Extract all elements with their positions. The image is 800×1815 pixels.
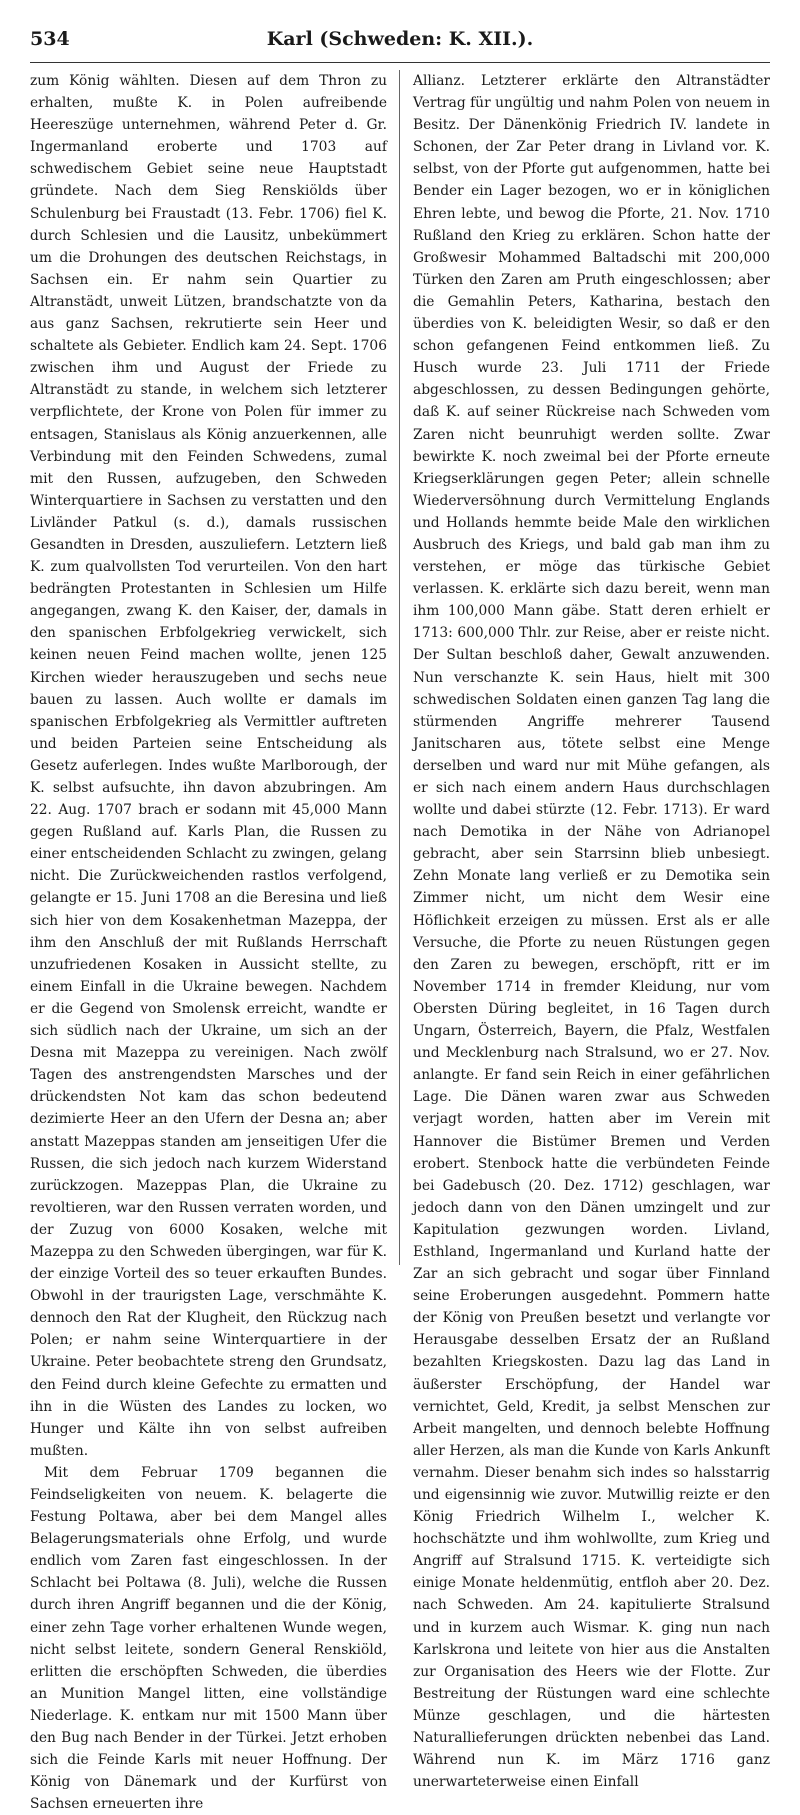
right-column xyxy=(413,70,770,1791)
running-head: Karl (Schweden: K. XII.). xyxy=(266,28,534,50)
page-header xyxy=(30,28,770,62)
paragraph: zum König wählten. Diesen auf dem Thron zu erhalten, mußte K. in Polen aufreibende Heereszüge unternehmen, während Peter d. Gr. Ingermanland eroberte und 1703 auf schwedischem Gebiet seine neue Hauptstadt gründete. Nach dem Sieg Renskiölds über Schulenburg bei Fraustadt (13. Febr. 1706) fiel K. durch Schlesien und die Lausitz, unbekümmert um die Drohungen des deutschen Reichstags, in Sachsen ein. Er nahm sein Quartier zu Altranstädt, unweit Lützen, brandschatzte von da aus ganz Sachsen, rekrutierte sein Heer und schaltete als Gebieter. Endlich kam 24. Sept. 1706 zwischen ihm und August der Friede zu Altranstädt zu stande, in welchem sich letzterer verpflichtete, der Krone von Polen für immer zu entsagen, Stanislaus als König anzuerkennen, alle Verbindung mit den Feinden Schwedens, zumal mit den Russen, aufzugeben, den Schweden Winterquartiere in Sachsen zu verstatten und den Livländer Patkul (s. d.), damals russischen Gesandten in Dresden, auszuliefern. Letztern ließ K. zum qualvollsten Tod verurteilen. Von den hart bedrängten Protestanten in Schlesien um Hilfe angegangen, zwang K. den Kaiser, der, damals in den spanischen Erbfolgekrieg verwickelt, sich keinen neuen Feind machen wollte, jenen 125 Kirchen wieder herauszugeben und sechs neue bauen zu lassen. Auch wollte er damals im spanischen Erbfolgekrieg als Vermittler auftreten und beiden Parteien seine Entscheidung als Gesetz auferlegen. Indes wußte Marlborough, der K. selbst aufsuchte, ihn davon abzubringen. Am 22. Aug. 1707 brach er sodann mit 45,000 Mann gegen Rußland auf. Karls Plan, die Russen zu einer entscheidenden Schlacht zu zwingen, gelang nicht. Die Zurückweichenden rastlos verfolgend, gelangte er 15. Juni 1708 an die Beresina und ließ sich hier von dem Kosakenhetman Mazeppa, der ihm den Anschluß der mit Rußlands Herrschaft unzufriedenen Kosaken in Aussicht stellte, zu einem Einfall in die Ukraine bewegen. Nachdem er die Gegend von Smolensk erreicht, wandte er sich südlich nach der Ukraine, um sich an der Desna mit Mazeppa zu vereinigen. Nach zwölf Tagen des anstrengendsten Marsches und der drückendsten Not kam das schon bedeutend dezimierte Heer an den Ufern der Desna an; aber anstatt Mazeppas standen am jenseitigen Ufer die Russen, die sich jedoch nach kurzem Widerstand zurückzogen. Mazeppas Plan, die Ukraine zu revoltieren, war den Russen verraten worden, und der Zuzug von 6000 Kosaken, welche mit Mazeppa zu den Schweden übergingen, war für K. der einzige Vorteil des so teuer erkauften Bundes. Obwohl in der traurigsten Lage, verschmähte K. dennoch den Rat der Klugheit, den Rückzug nach Polen; er nahm seine Winterquartiere in der Ukraine. Peter beobachtete streng den Grundsatz, den Feind durch kleine Gefechte zu ermatten und ihn in die Wüsten des Landes zu locken, wo Hunger und Kälte ihn von selbst aufreiben mußten. xyxy=(30,73,387,1459)
column-divider xyxy=(399,70,400,1265)
paragraph: Mit dem Februar 1709 begannen die Feindseligkeiten von neuem. K. belagerte die Festung Poltawa, aber bei dem Mangel alles Belagerungsmaterials ohne Erfolg, und wurde endlich vom Zaren fast eingeschlossen. In der Schlacht bei Poltawa (8. Juli), welche die Russen durch ihren Angriff begannen und die der König, einer zehn Tage vorher erhaltenen Wunde wegen, nicht selbst leitete, sondern General Renskiöld, erlitten die erschöpften Schweden, die überdies an Munition Mangel litten, eine vollständige Niederlage. K. entkam nur mit 1500 Mann über den Bug nach Bender in der Türkei. Jetzt erhoben sich die Feinde Karls mit neuer Hoffnung. Der König von Dänemark und der Kurfürst von Sachsen erneuerten ihre xyxy=(30,1464,387,1813)
left-column xyxy=(30,70,387,1813)
page-number: 534 xyxy=(30,28,70,50)
paragraph: Allianz. Letzterer erklärte den Altranstädter Vertrag für ungültig und nahm Polen von neuem in Besitz. Der Dänenkönig Friedrich IV. landete in Schonen, der Zar Peter drang in Livland vor. K. selbst, von der Pforte gut aufgenommen, hatte bei Bender ein Lager bezogen, wo er in königlichen Ehren lebte, und bewog die Pforte, 21. Nov. 1710 Rußland den Krieg zu erklären. Schon hatte der Großwesir Mohammed Baltadschi mit 200,000 Türken den Zaren am Pruth eingeschlossen; aber die Gemahlin Peters, Katharina, bestach den überdies von K. beleidigten Wesir, so daß er den schon gefangenen Feind entkommen ließ. Zu Husch wurde 23. Juli 1711 der Friede abgeschlossen, zu dessen Bedingungen gehörte, daß K. auf seiner Rückreise nach Schweden vom Zaren nicht beunruhigt werden sollte. Zwar bewirkte K. noch zweimal bei der Pforte erneute Kriegserklärungen gegen Peter; allein schnelle Wiederversöhnung durch Vermittelung Englands und Hollands hemmte beide Male den wirklichen Ausbruch des Kriegs, und bald gab man ihm zu verstehen, er möge das türkische Gebiet verlassen. K. erklärte sich dazu bereit, wenn man ihm 100,000 Mann gäbe. Statt deren erhielt er 1713: 600,000 Thlr. zur Reise, aber er reiste nicht. Der Sultan beschloß daher, Gewalt anzuwenden. Nun verschanzte K. sein Haus, hielt mit 300 schwedischen Soldaten einen ganzen Tag lang die stürmenden Angriffe mehrerer Tausend Janitscharen aus, tötete selbst eine Menge derselben und ward nur mit Mühe gefangen, als er sich nach einem andern Haus durchschlagen wollte und dabei stürzte (12. Febr. 1713). Er ward nach Demotika in der Nähe von Adrianopel gebracht, aber sein Starrsinn blieb unbesiegt. Zehn Monate lang verließ er zu Demotika sein Zimmer nicht, um nicht dem Wesir eine Höflichkeit erzeigen zu müssen. Erst als er alle Versuche, die Pforte zu neuen Rüstungen gegen den Zaren zu bewegen, erschöpft, ritt er im November 1714 in fremder Kleidung, nur vom Obersten Düring begleitet, in 16 Tagen durch Ungarn, Österreich, Bayern, die Pfalz, Westfalen und Mecklenburg nach Stralsund, wo er 27. Nov. anlangte. Er fand sein Reich in einer gefährlichen Lage. Die Dänen waren zwar aus Schweden verjagt worden, hatten aber im Verein mit Hannover die Bistümer Bremen und Verden erobert. Stenbock hatte die verbündeten Feinde bei Gadebusch (20. Dez. 1712) geschlagen, war jedoch dann von den Dänen umzingelt und zur Kapitulation gezwungen worden. Livland, Esthland, Ingermanland und Kurland hatte der Zar an sich gebracht und sogar über Finnland seine Eroberungen ausgedehnt. Pommern hatte der König von Preußen besetzt und verlangte vor Herausgabe desselben Ersatz der an Rußland bezahlten Kriegskosten. Dazu lag das Land in äußerster Erschöpfung, der Handel war vernichtet, Geld, Kredit, ja selbst Menschen zur Arbeit mangelten, und dennoch belebte Hoffnung aller Herzen, als man die Kunde von Karls Ankunft vernahm. Dieser benahm sich indes so halsstarrig und eigensinnig wie zuvor. Mutwillig reizte er den König Friedrich Wilhelm I., welcher K. hochschätzte und ihm wohlwollte, zum Krieg und Angriff auf Stralsund 1715. K. verteidigte sich einige Monate heldenmütig, entfloh aber 20. Dez. nach Schweden. Am 24. kapitulierte Stralsund und in kurzem auch Wismar. K. ging nun nach Karlskrona und leitete von hier aus die Anstalten zur Organisation des Heers wie der Flotte. Zur Bestreitung der Rüstungen ward eine schlechte Münze geschlagen, und die härtesten Naturallieferungen drückten nebenbei das Land. Während nun K. im März 1716 ganz unerwarteterweise einen Einfall xyxy=(413,73,770,1791)
header-rule xyxy=(30,62,770,63)
